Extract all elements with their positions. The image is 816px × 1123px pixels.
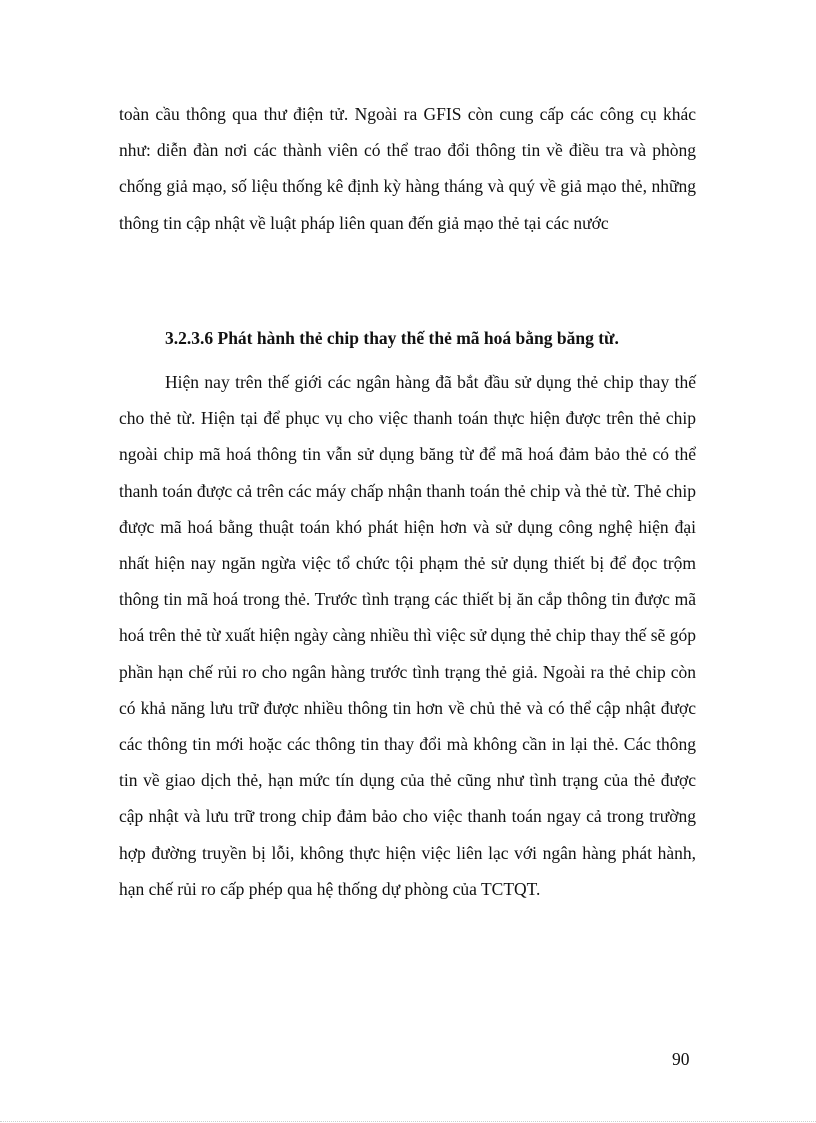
page-number: 90 (672, 1049, 690, 1069)
section-heading: 3.2.3.6 Phát hành thẻ chip thay thế thẻ mã hoá bằng băng từ. (165, 328, 619, 348)
body-paragraph-chip-card: Hiện nay trên thế giới các ngân hàng đã bắt đầu sử dụng thẻ chip thay thế cho thẻ từ. Hiện tại để phục vụ cho việc thanh toán thực hiện được trên thẻ chip ngoài chip mã hoá thông tin vẫn sử dụng băng từ để mã hoá đảm bảo thẻ có thể thanh toán được cả trên các máy chấp nhận thanh toán thẻ chip và thẻ từ. Thẻ chip được mã hoá bằng thuật toán khó phát hiện hơn và sử dụng công nghệ hiện đại nhất hiện nay ngăn ngừa việc tổ chức tội phạm thẻ sử dụng thiết bị để đọc trộm thông tin mã hoá trong thẻ. Trước tình trạng các thiết bị ăn cắp thông tin được mã hoá trên thẻ từ xuất hiện ngày càng nhiều thì việc sử dụng thẻ chip thay thế sẽ góp phần hạn chế rủi ro cho ngân hàng trước tình trạng thẻ giả. Ngoài ra thẻ chip còn có khả năng lưu trữ được nhiều thông tin hơn về chủ thẻ và có thể cập nhật được các thông tin mới hoặc các thông tin thay đổi mà không cần in lại thẻ. Các thông tin về giao dịch thẻ, hạn mức tín dụng của thẻ cũng như tình trạng của thẻ được cập nhật và lưu trữ trong chip đảm bảo cho việc thanh toán ngay cả trong trường hợp đường truyền bị lỗi, không thực hiện việc liên lạc với ngân hàng phát hành, hạn chế rủi ro cấp phép qua hệ thống dự phòng của TCTQT. (119, 372, 696, 899)
body-paragraph-gfis: toàn cầu thông qua thư điện tử. Ngoài ra GFIS còn cung cấp các công cụ khác như: diễn đàn nơi các thành viên có thể trao đổi thông tin về điều tra và phòng chống giả mạo, số liệu thống kê định kỳ hàng tháng và quý về giả mạo thẻ, những thông tin cập nhật về luật pháp liên quan đến giả mạo thẻ tại các nước (119, 104, 696, 233)
page-bottom-divider (0, 1121, 816, 1122)
